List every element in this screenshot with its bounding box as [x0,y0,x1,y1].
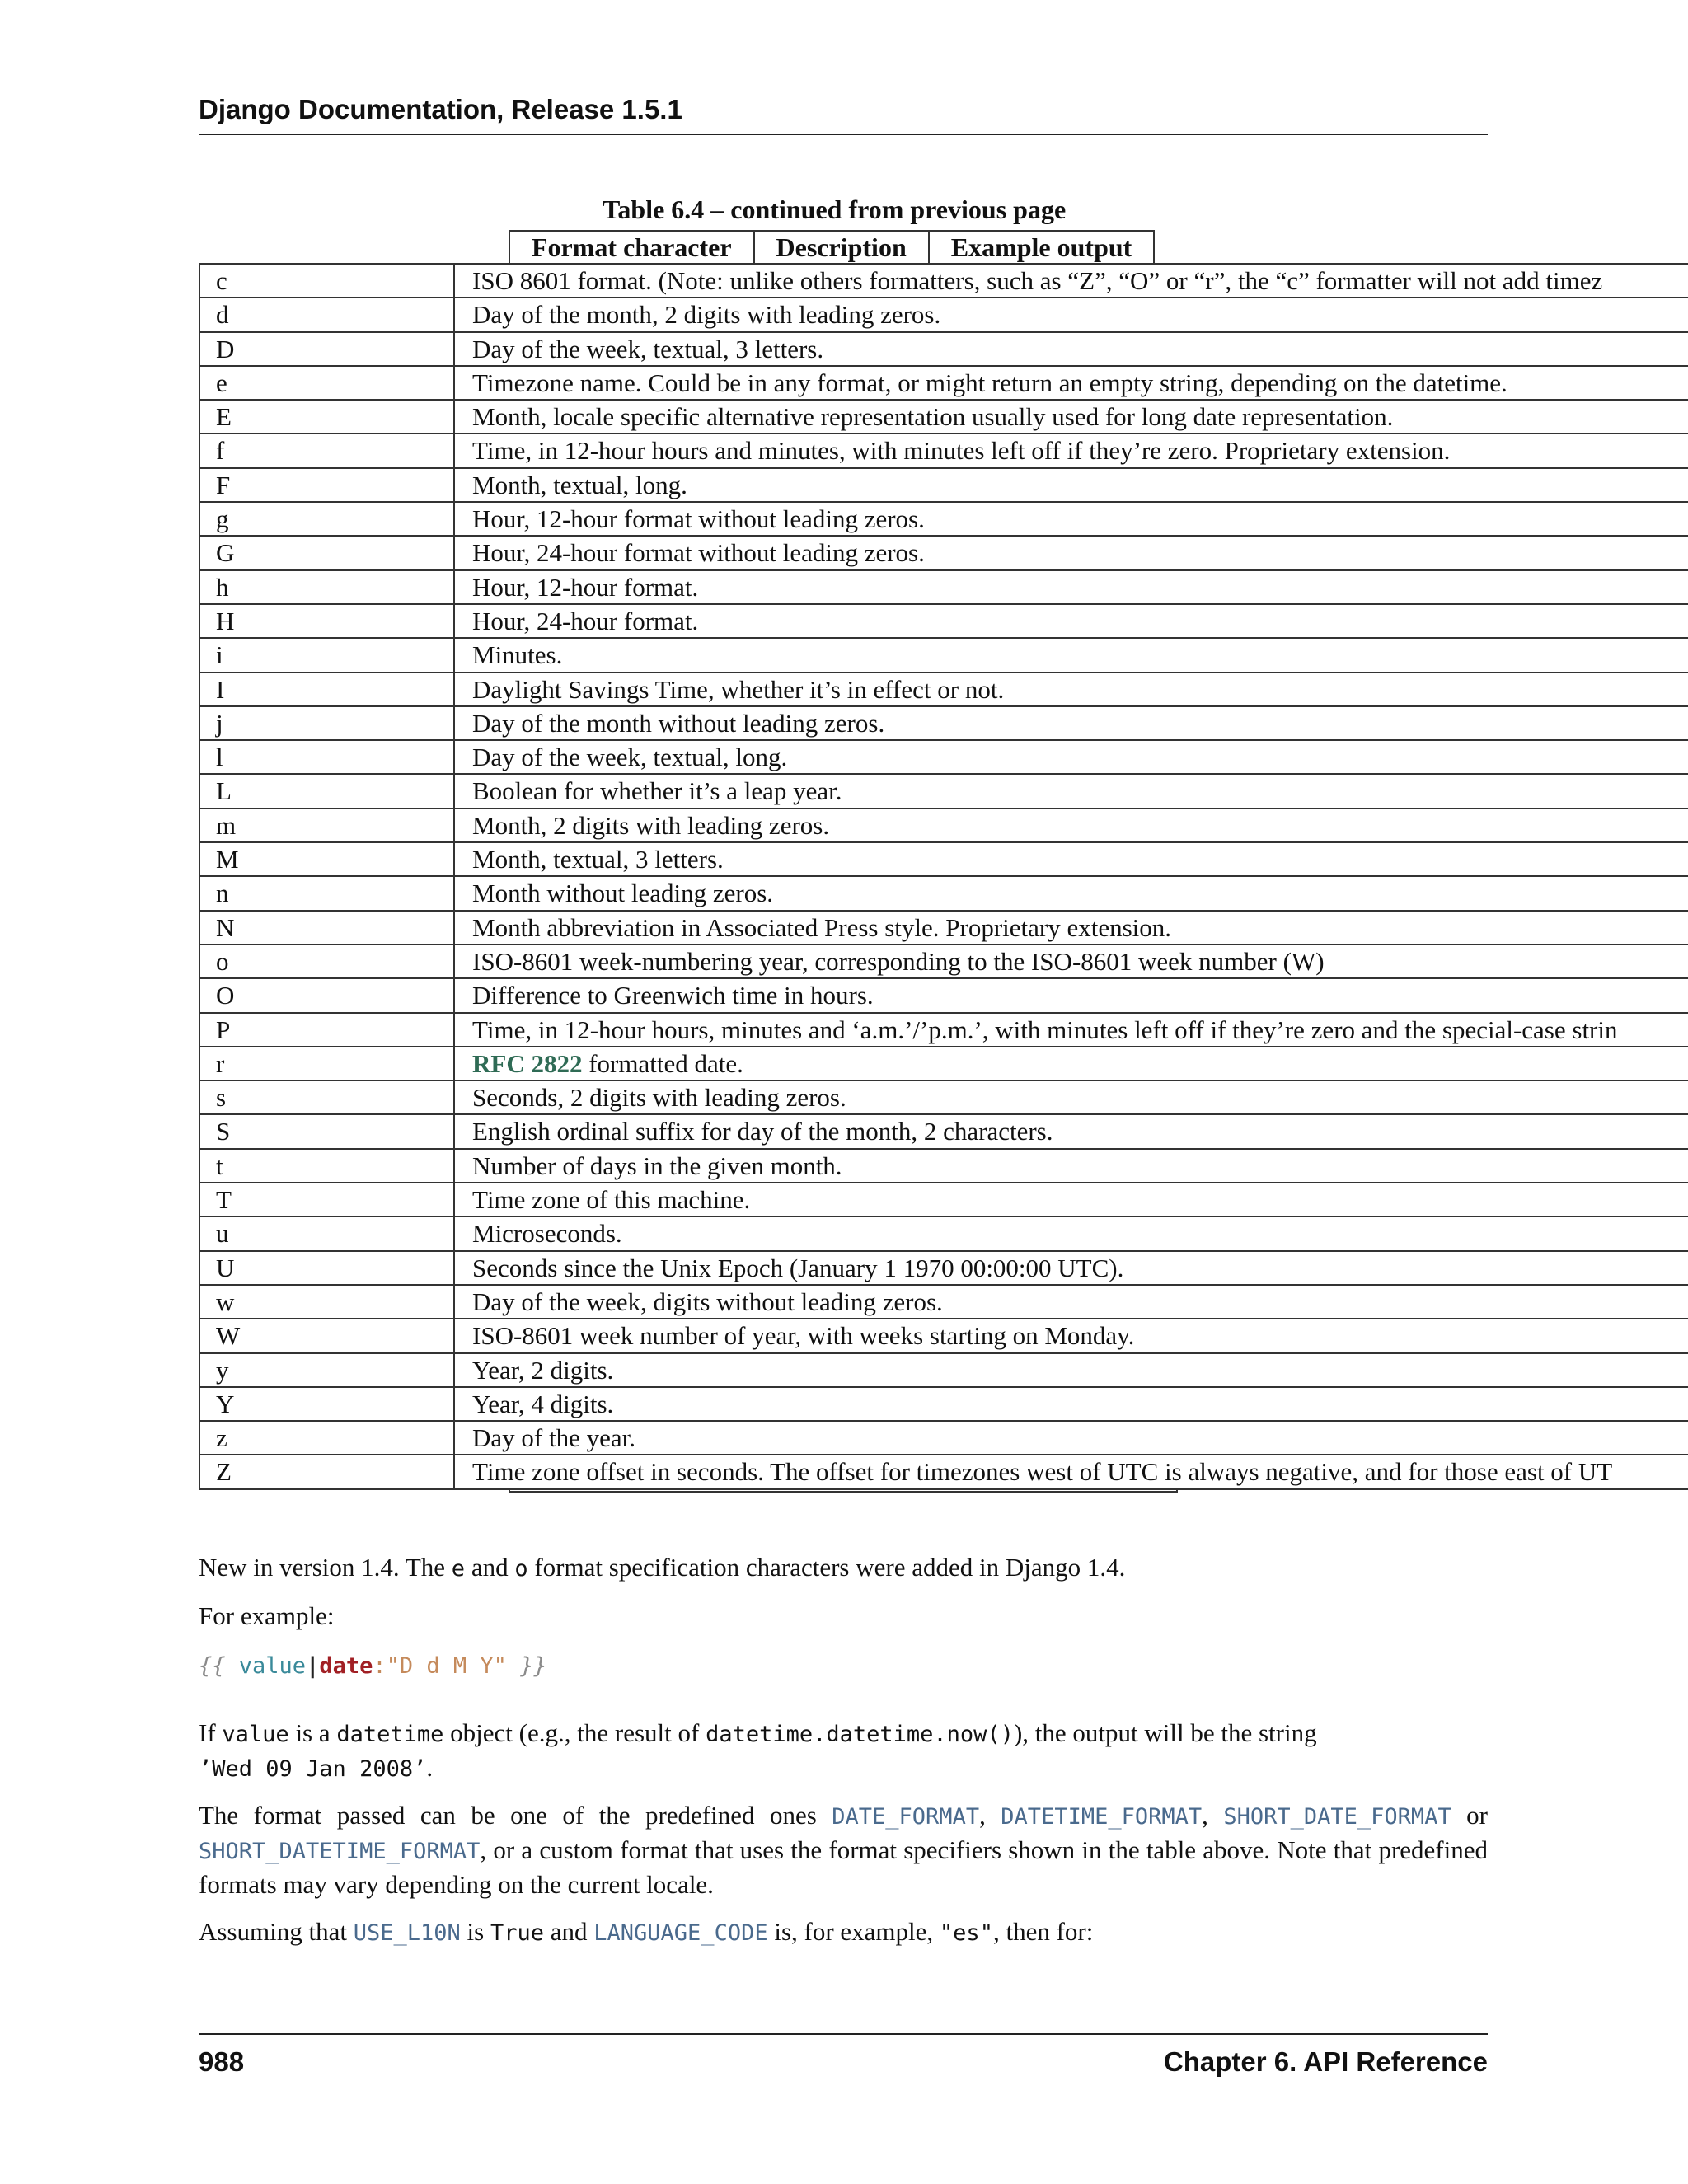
table-row [200,434,1688,468]
cell-divider [453,503,455,535]
table-row [200,639,1688,673]
value-explanation-paragraph: If value is a datetime object (e.g., the result of datetime.datetime.now()), the output will be the string ’Wed 09 Jan 2008’. [199,1718,1317,1782]
table-row [200,707,1688,741]
format-description: Month, locale specific alternative representation usually used for long date representation. [472,402,1394,432]
format-character: M [216,845,239,874]
table-row [200,265,1688,298]
format-character: z [216,1423,227,1453]
format-description: Day of the month without leading zeros. [472,708,885,738]
table-row [200,1252,1688,1286]
inline-code: o [514,1556,528,1582]
short-date-format-link[interactable]: SHORT_DATE_FORMAT [1223,1804,1451,1830]
cell-divider [453,1217,455,1249]
format-description: ISO-8601 week number of year, with weeks starting on Monday. [472,1321,1135,1351]
code-example: {{ value|date:"D d M Y" }} [199,1653,547,1679]
format-character: G [216,538,235,568]
table-caption-text: Table 6.4 – continued from previous page [603,194,1067,224]
table-row [200,605,1688,639]
column-header-description: Description [754,231,929,264]
table-row [200,1217,1688,1251]
table-row [200,1455,1688,1489]
format-explanation-paragraph: The format passed can be one of the predefined ones DATE_FORMAT, DATETIME_FORMAT, SHORT_DATE_FORMAT or SHORT_DATETIME_FORMAT, or a custom format that uses the format specifiers shown in the table above. Note that predefined formats may vary depending on the current locale. [199,1801,1488,1899]
format-character: e [216,368,227,397]
format-character: d [216,300,229,330]
format-character: T [216,1185,232,1215]
format-description: Boolean for whether it’s a leap year. [472,776,842,806]
table-row [200,1319,1688,1353]
cell-divider [453,1422,455,1454]
format-description: Hour, 24-hour format without leading zeros. [472,538,925,568]
cell-divider [453,912,455,944]
format-description: Month abbreviation in Associated Press style. Proprietary extension. [472,912,1172,942]
cell-divider [453,1150,455,1182]
format-description: Timezone name. Could be in any format, or might return an empty string, depending on the datetime. [472,368,1507,397]
short-datetime-format-link[interactable]: SHORT_DATETIME_FORMAT [199,1839,481,1864]
table-ghost-border-bottom [509,1491,1178,1493]
format-character: E [216,402,232,432]
cell-divider [453,775,455,807]
table-row [200,298,1688,332]
version-label: New in version 1.4. [199,1553,400,1582]
format-description: Difference to Greenwich time in hours. [472,981,874,1010]
format-description: Year, 4 digits. [472,1389,614,1418]
format-character: L [216,776,232,806]
cell-divider [453,741,455,773]
format-description: Hour, 24-hour format. [472,606,699,635]
format-description: RFC 2822 formatted date. [472,1048,743,1078]
table-row [200,367,1688,401]
format-description: Time zone of this machine. [472,1185,751,1215]
format-character: W [216,1321,241,1351]
cell-divider [453,1252,455,1284]
table-row [200,843,1688,877]
language-code-link[interactable]: LANGUAGE_CODE [593,1920,768,1946]
format-description: Day of the month, 2 digits with leading zeros. [472,300,941,330]
table-row [200,1354,1688,1388]
table-row [200,1150,1688,1183]
rfc-2822-link[interactable]: RFC 2822 [472,1048,583,1078]
format-description: Month, textual, 3 letters. [472,845,724,874]
format-description: Time, in 12-hour hours and minutes, with minutes left off if they’re zero. Proprietary extension. [472,436,1451,466]
format-description: Year, 2 digits. [472,1355,614,1385]
use-l10n-link[interactable]: USE_L10N [353,1920,461,1946]
table-row [200,1081,1688,1115]
format-description: Microseconds. [472,1219,622,1249]
locale-assumption-paragraph: Assuming that USE_L10N is True and LANGUAGE_CODE is, for example, "es", then for: [199,1917,1094,1946]
table-row [200,401,1688,434]
format-character: r [216,1048,225,1078]
format-description: Time, in 12-hour hours, minutes and ‘a.m.’/’p.m.’, with minutes left off if they’re zero and the special-case strin [472,1015,1618,1044]
cell-divider [453,1319,455,1352]
format-character: Z [216,1457,232,1487]
page-footer [199,2033,1488,2076]
format-description: Day of the year. [472,1423,635,1453]
format-character: g [216,504,229,534]
table-row [200,877,1688,911]
cell-divider [453,1014,455,1046]
format-character: H [216,606,235,635]
table-row [200,741,1688,775]
table-row [200,1047,1688,1081]
cell-divider [453,707,455,739]
format-character: D [216,334,235,363]
format-description: Hour, 12-hour format without leading zeros. [472,504,925,534]
cell-divider [453,843,455,875]
format-table-body [0,263,1688,1491]
format-description: Day of the week, digits without leading zeros. [472,1286,943,1316]
format-character: n [216,879,229,908]
cell-divider [453,639,455,671]
table-row [200,673,1688,707]
cell-divider [453,265,455,297]
chapter-title: Chapter 6. API Reference [1163,2046,1488,2077]
date-format-link[interactable]: DATE_FORMAT [832,1804,980,1830]
format-description: Day of the week, textual, long. [472,743,788,772]
cell-divider [453,571,455,603]
format-description: Month, textual, long. [472,470,687,499]
format-description: ISO-8601 week-numbering year, corresponding to the ISO-8601 week number (W) [472,946,1325,976]
format-description: ISO 8601 format. (Note: unlike others formatters, such as “Z”, “O” or “r”, the “c” formatter will not add timez [472,266,1603,295]
cell-divider [453,434,455,466]
cell-divider [453,1354,455,1386]
format-character: l [216,743,223,772]
table-row [200,333,1688,367]
table-row [200,1115,1688,1149]
table-row [200,1286,1688,1319]
cell-divider [453,1183,455,1216]
format-description: Seconds, 2 digits with leading zeros. [472,1083,846,1113]
table-row [200,979,1688,1013]
cell-divider [453,401,455,433]
format-description: Minutes. [472,640,563,670]
cell-divider [453,945,455,977]
format-character: N [216,912,235,942]
format-character: U [216,1253,235,1282]
format-description: Hour, 12-hour format. [472,572,699,602]
format-character: F [216,470,231,499]
format-character: m [216,810,237,840]
format-character: f [216,436,225,466]
cell-divider [453,537,455,569]
document-title: Django Documentation, Release 1.5.1 [199,94,682,124]
format-description: Month without leading zeros. [472,879,774,908]
table-row [200,912,1688,945]
format-character: c [216,266,227,295]
cell-divider [453,298,455,330]
format-character: I [216,674,225,704]
cell-divider [453,1081,455,1113]
cell-divider [453,809,455,841]
format-character: P [216,1015,231,1044]
table-row [200,1388,1688,1422]
format-character: o [216,946,229,976]
cell-divider [453,1115,455,1147]
cell-divider [453,673,455,705]
table-row [200,1422,1688,1455]
cell-divider [453,1047,455,1080]
format-character: j [216,708,223,738]
format-description: Month, 2 digits with leading zeros. [472,810,830,840]
table-row [200,469,1688,503]
format-description: Seconds since the Unix Epoch (January 1 1970 00:00:00 UTC). [472,1253,1124,1282]
format-character: y [216,1355,229,1385]
table-row [200,945,1688,979]
format-character: O [216,981,235,1010]
format-character: i [216,640,223,670]
page-header [199,92,1488,135]
table-row [200,571,1688,605]
format-character: h [216,572,229,602]
table-row [200,1014,1688,1047]
cell-divider [453,877,455,909]
table-row [200,537,1688,570]
format-character: S [216,1117,231,1146]
cell-divider [453,1455,455,1488]
cell-divider [453,469,455,501]
column-header-example-output: Example output [929,231,1155,264]
format-description: Day of the week, textual, 3 letters. [472,334,824,363]
format-description: Daylight Savings Time, whether it’s in effect or not. [472,674,1005,704]
table-header [509,230,1155,265]
cell-divider [453,1286,455,1318]
column-header-format-character: Format character [509,231,754,264]
table-row [200,775,1688,808]
for-example-text: For example: [199,1601,335,1630]
cell-divider [453,605,455,637]
format-table-rows [199,263,1688,1490]
inline-code: e [451,1556,466,1582]
format-character: w [216,1286,235,1316]
datetime-format-link[interactable]: DATETIME_FORMAT [1001,1804,1203,1830]
format-description: Number of days in the given month. [472,1151,842,1180]
format-character: u [216,1219,229,1249]
table-row [200,1183,1688,1217]
cell-divider [453,367,455,399]
format-character: t [216,1151,223,1180]
table-caption [0,194,1688,227]
cell-divider [453,979,455,1011]
format-character: s [216,1083,227,1113]
page-number: 988 [199,2046,245,2077]
table-row [200,809,1688,843]
format-description: Time zone offset in seconds. The offset for timezones west of UTC is always negative, and for those east of UT [472,1457,1613,1487]
format-character: Y [216,1389,235,1418]
table-row [200,503,1688,537]
new-in-version-note: New in version 1.4. The e and o format specification characters were added in Django 1.4. [199,1553,1126,1582]
format-description: English ordinal suffix for day of the month, 2 characters. [472,1117,1053,1146]
cell-divider [453,1388,455,1420]
cell-divider [453,333,455,365]
